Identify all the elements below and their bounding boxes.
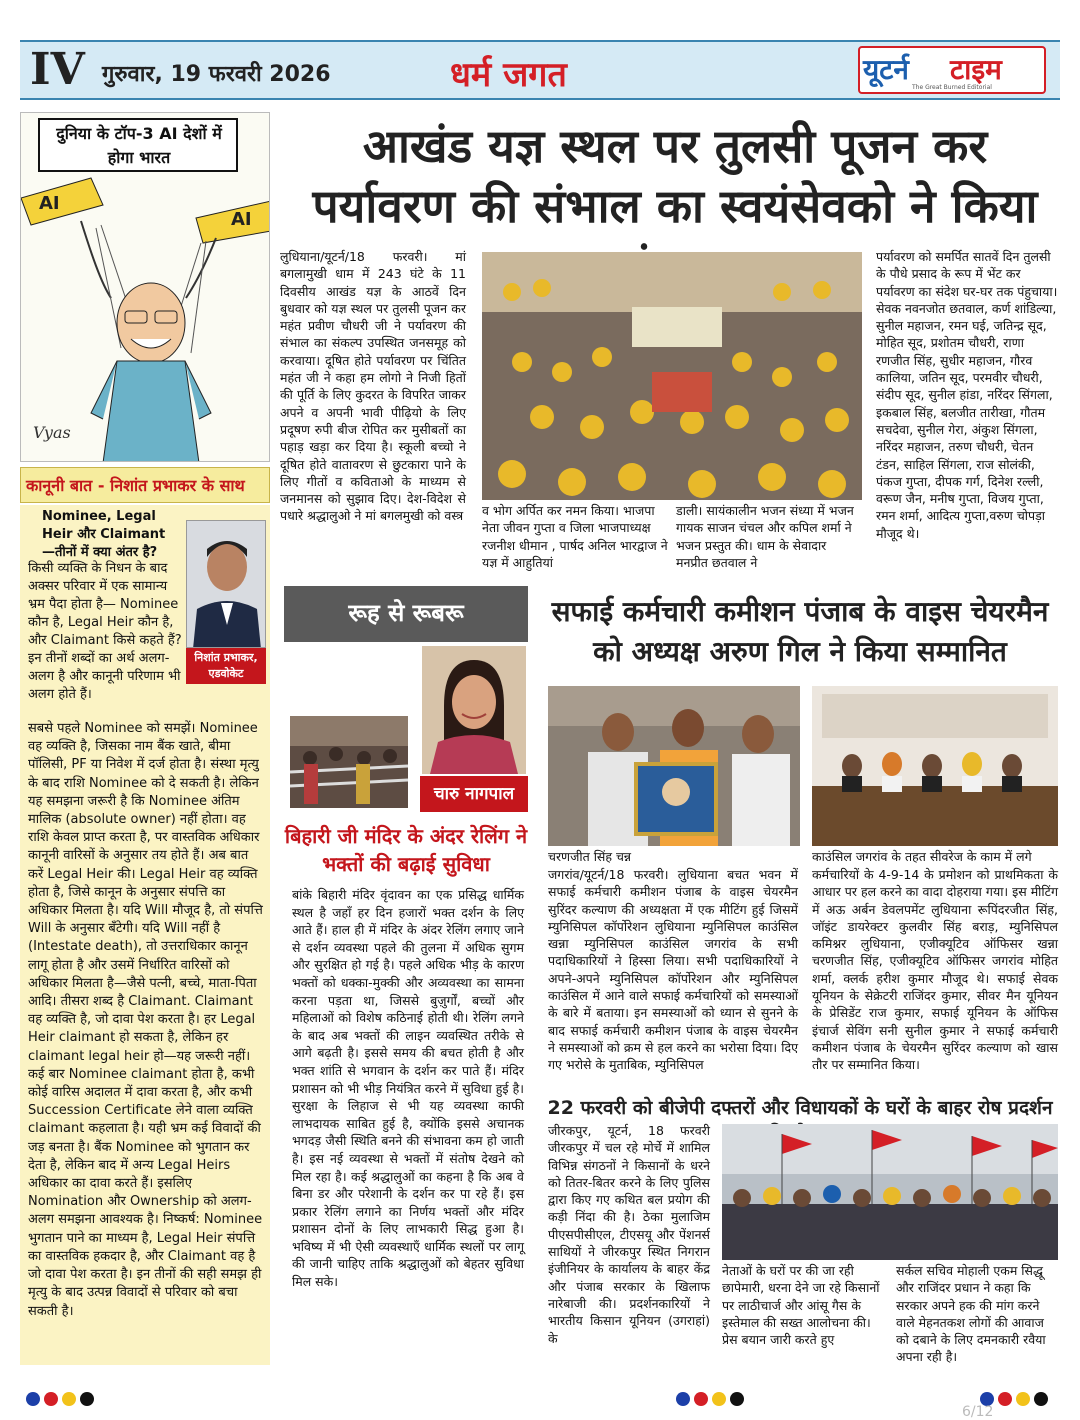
temple-photo [290,716,408,808]
cartoon-ai-label-2: AI [231,209,252,230]
logo-text-1: यूटर्न [863,53,909,86]
safai-right-lead: काउंसिल जगरांव के तहत सीवरेज के काम में लगे [812,849,1032,864]
ruh-body: बांके बिहारी मंदिर वृंदावन का एक प्रसिद्ध धार्मिक स्थल है जहाँ हर दिन हजारों भक्त दर्शन के लिए आते हैं। हाल ही में मंदिर के अंदर रेलिंग लगाए जाने से दर्शन व्यवस्था पहले की तुलना में अधिक सुगम और सुरक्षित हो गई है। पहले अधिक भीड़ के कारण भक्तों को धक्का-मुक्की और अव्यवस्था का सामना करना पड़ता था, जिससे बुज़ुर्गों, बच्चों और महिलाओं को विशेष कठिनाई होती थी। रेलिंग लगने के बाद अब भक्तों की लाइन व्यवस्थित तरीके से आगे बढ़ती है। इससे समय की बचत होती है और भक्त शांति से भगवान के दर्शन कर पाते हैं। मंदिर प्रशासन को भी भीड़ नियंत्रित करने में सुविधा हुई है। सुरक्षा के लिहाज से भी यह व्यवस्था काफी लाभदायक साबित हुई है, क्योंकि इससे अचानक भगदड़ जैसी स्थिति बनने की संभावना कम हो जाती है। इस नई व्यवस्था से भक्तों में संतोष देखने को मिल रहा है। कई श्रद्धालुओं का कहना है कि अब वे बिना डर और परेशानी के दर्शन कर पा रहे हैं। इस प्रकार रेलिंग लगाने का निर्णय भक्तों और मंदिर प्रशासन दोनों के लिए लाभकारी सिद्ध हुआ है। भविष्य में भी ऐसी व्यवस्थाएँ धार्मिक स्थलों पर लागू की जानी चाहिए ताकि श्रद्धालुओं को बेहतर सुविधा मिल सके। [292,887,524,1290]
legal-question: Nominee, Legal Heir और Claimant —तीनों में क्या अंतर है? [42,509,166,560]
meeting-photo [812,686,1058,846]
columnist-name: चारु नागपाल [420,776,528,812]
logo-tagline: The Great Burned Editorial [912,84,992,91]
ruh-column-title: रूह से रूबरू [348,599,464,627]
protest-photo [722,1124,1058,1260]
safai-body-left: जगरांव/यूटर्न/18 फरवरी। लुधियाना बचत भवन में सफाई कर्मचारी कमीशन पंजाब के वाइस चेयरमैन सुरिंदर कल्याण की अध्यक्षता में एक मीटिंग हुई जिसमें म्युनिसिपल कॉर्पोरेशन लुधियाना म्युनिसिपल काउंसिल खन्ना म्युनिसिपल काउंसिल जगरांव के सभी पदाधिकारियों ने हिस्सा लिया। सभी पदाधिकारियों ने अपने-अपने म्युनिसिपल कॉर्पोरेशन और म्युनिसिपल काउंसिल में आने वाले सफाई कर्मचारियों को समस्याओं के बारे में बताया। इन समस्याओं को ध्यान से सुनने के बाद सफाई कर्मचारी कमीशन पंजाब के वाइस चेयरमैन ने समस्याओं को क्रम से हल करने का भरोसा दिया। दिए गए भरोसे के मुताबिक, म्युनिसिपल [548,867,798,1073]
cartoon-caption: दुनिया के टॉप-3 AI देशों में होगा भारत [56,124,222,167]
ruh-headline: बिहारी जी मंदिर के अंदर रेलिंग ने भक्तों की बढ़ाई सुविधा [284,824,528,876]
photo-credit-left: चरणजीत सिंह चन्न [548,849,632,864]
page-indicator: 6/12 [962,1404,994,1420]
logo-text-2: टाइम [950,53,1002,86]
main-story-photo [482,252,862,500]
issue-date: गुरुवार, 19 फरवरी 2026 [102,62,331,87]
protest-headline: 22 फरवरी को बीजेपी दफ्तरों और विधायकों के घरों के बाहर रोष प्रदर्शन [547,1097,1053,1119]
safai-headline: सफाई कर्मचारी कमीशन पंजाब के वाइस चेयरमैन को अध्यक्ष अरुण गिल ने किया सम्मानित [551,595,1049,668]
columnist-photo [422,646,526,774]
main-story-col-right: पर्यावरण को समर्पित सातवें दिन तुलसी के पौधे प्रसाद के रूप में भेंट कर पर्यावरण का संदेश घर-घर तक पंहुचाया। सेवक नवनजोत छतवाल, कर्ण शांडिल्या, सुनील महाजन, रमन घई, जतिन्द्र सूद, मोहित सूद, प्रशोतम चौधरी, राणा रणजीत सिंह, सुधीर महाजन, गौरव कालिया, जतिन सूद, परमवीर चौधरी, संदीप सूद, सुनील हांडा, नरिंदर सिंगला, इकबाल सिंह, बलजीत तारीखा, गौतम सचदेवा, सुनील गेरा, अंकुश सिंगला, नरिंदर महाजन, तरुण चौधरी, चेतन टंडन, साहिल सिंगला, राज सोलंकी, पंकज गुप्ता, दीपक गर्ग, दिनेश रल्ली, वरूण जैन, मनीष गुप्ता, विजय गुप्ता, रमन शर्मा, आदित्य गुप्ता,वरुण चोपड़ा मौजूद थे। [876,249,1058,541]
author-caption: निशांत प्रभाकर, एडवोकेट [186,648,266,684]
main-headline: आखंड यज्ञ स्थल पर तुलसी पूजन कर पर्यावरण की संभाल का स्वयंसेवको ने किया [312,119,1038,233]
cartoon-ai-label-1: AI [39,193,60,214]
cartoon-signature: Vyas [33,423,71,442]
main-story-below-1: व भोग अर्पित कर नमन किया। भाजपा नेता जीवन गुप्ता व जिला भाजपाध्यक्ष रजनीश धीमान , पार्षद अनिल भारद्वाज ने यज्ञ में आहुतियां [482,503,668,570]
protest-body-mid: नेताओं के घरों पर की जा रही छापेमारी, धरना देने जा रहे किसानों पर लाठीचार्ज और आंसू गैस के इस्तेमाल की सख्त आलोचना की। प्रेस बयान जारी करते हुए [722,1263,880,1348]
safai-body-right: कर्मचारियों के 4-9-14 के प्रमोशन को प्राथमिकता के आधार पर हल करने का वादा दोहराया गया। इस मीटिंग में अऊ अर्बन डेवलपमेंट लुधियाना रूपिंदरजीत सिंह, जॉइंट डायरेक्टर कुलवीर सिंह बराड़, म्युनिसिपल कमिश्नर लुधियाना, एजीक्यूटिव ऑफिसर खन्ना चरणजीत सिंह, एजीक्यूटिव ऑफिसर जगरांव मोहित शर्मा, क्लर्क हरीश कुमार मौजूद थे। सफाई सेवक यूनियन के सेक्रेटरी राजिंदर कुमार, सीवर मैन यूनियन के प्रेसिडेंट राज कुमार, सफाई यूनियन के ऑफिस इंचार्ज सेविंग सनी सुनील कुमार ने सफाई कर्मचारी कमीशन पंजाब के चेयरमैन सुरिंदर कल्याण को खास तौर पर सम्मानित किया। [812,867,1058,1073]
legal-body-intro: किसी व्यक्ति के निधन के बाद अक्सर परिवार में एक सामान्य भ्रम पैदा होता है— Nominee कौन है, Legal Heir कौन है, और Claimant किसे कहते हैं? इन तीनों शब्दों का अर्थ अलग-अलग है और कानूनी परिणाम भी अलग होते हैं। [28,561,182,702]
section-title: धर्म जगत [450,55,567,95]
main-story-below-2: डाली। सायंकालीन भजन संध्या में भजन गायक साजन चंचल और कपिल शर्मा ने भजन प्रस्तुत की। धाम के सेवादार मनप्रीत छतवाल ने [676,503,854,570]
legal-column-title: कानूनी बात - निशांत प्रभाकर के साथ [26,476,245,495]
author-photo [186,520,266,648]
main-story-col1: लुधियाना/यूटर्न/18 फरवरी। मां बगलामुखी धाम में 243 घंटे के 11 दिवसीय आखंड यज्ञ के आठवें दिन बुधवार को यज्ञ स्थल पर तुलसी पूजन कर महंत प्रवीण चौधरी जी ने पर्यावरण की संभाल का संकल्प उपस्थित जनसमूह को करवाया। दूषित होते पर्यावरण पर चिंतित महंत जी ने कहा हम लोगो ने निजी हितों की पूर्ति के लिए कुदरत के विपरित जाकर अपने व अपनी भावी पीढ़ियो के लिए प्रदूषण रुपी बीज रोपित कर मुसीबतों का पहाड़ खड़ा कर दिया है। स्कूली बच्चो ने दूषित होते वातावरण से छुटकारा पाने के लिए गीतों व कविताओ के माध्यम से जनमानस को सुझाव दिए। देश-विदेश से पधारे श्रद्धालुओ ने मां बगलमुखी को वस्त्र [280,249,466,524]
legal-body-main: सबसे पहले Nominee को समझें। Nominee वह व्यक्ति है, जिसका नाम बैंक खाते, बीमा पॉलिसी, PF या निवेश में दर्ज होता है। संस्था मृत्यु के बाद राशि Nominee को दे सकती है। लेकिन यह समझना जरूरी है कि Nominee अंतिम मालिक (absolute owner) नहीं होता। वह राशि केवल प्राप्त करता है, पर वास्तविक अधिकार कानूनी वारिसों के अनुसार तय होते हैं। अब बात करें Legal Heir की। Legal Heir वह व्यक्ति होता है, जिसे कानून के अनुसार संपत्ति का अधिकार मिलता है। यदि Will मौजूद है, तो संपत्ति Will के अनुसार बँटेगी। यदि Will नहीं है (Intestate death), तो उत्तराधिकार कानून लागू होता है और उसमें निर्धारित वारिसों को अधिकार मिलता है—जैसे पत्नी, बच्चे, माता-पिता आदि। तीसरा शब्द है Claimant. Claimant वह व्यक्ति है, जो दावा पेश करता है। हर Legal Heir claimant हो सकता है, लेकिन हर claimant legal heir हो—यह जरूरी नहीं। कई बार Nominee claimant होता है, कभी कोई वारिस अदालत में दावा करता है, और कभी Succession Certificate लेने वाला व्यक्ति claimant कहलाता है। यही भ्रम कई विवादों की जड़ बनता है। बैंक Nominee को भुगतान कर देता है, लेकिन बाद में अन्य Legal Heirs अधिकार का दावा करते हैं। इसलिए Nomination और Ownership को अलग-अलग समझना आवश्यक है। निष्कर्ष: Nominee भुगतान पाने का माध्यम है, Legal Heir संपत्ति का वास्तविक हकदार है, और Claimant वह है जो दावा पेश करता है। इन तीनों की सही समझ ही मृत्यु के बाद उत्पन्न विवादों से परिवार को बचा सकती है। [28,721,263,1319]
felicitation-photo [548,686,800,846]
protest-body-left: जीरकपुर, यूटर्न, 18 फरवरी जीरकपुर में चल रहे मोर्चे में शामिल विभिन्न संगठनों ने किसानों के धरने को तितर-बितर करने के लिए पुलिस द्वारा किए गए कथित बल प्रयोग की कड़ी निंदा की है। ठेका मुलाजिम पीएसपीसीएल, टीएसयू और पेंशनर्स साथियों ने जीरकपुर स्थित निगरान इंजीनियर के कार्यालय के बाहर केंद्र और पंजाब सरकार के खिलाफ नारेबाजी की। प्रदर्शनकारियों ने भारतीय किसान यूनियन (उगराहां) के [548,1123,710,1346]
page-number: IV [30,44,85,95]
protest-body-right: सर्कल सचिव मोहाली एकम सिद्धू और राजिंदर प्रधान ने कहा कि सरकार अपने हक की मांग करने वाले मेहनतकश लोगों की आवाज को दबाने के लिए दमनकारी रवैया अपना रही है। [896,1263,1046,1365]
